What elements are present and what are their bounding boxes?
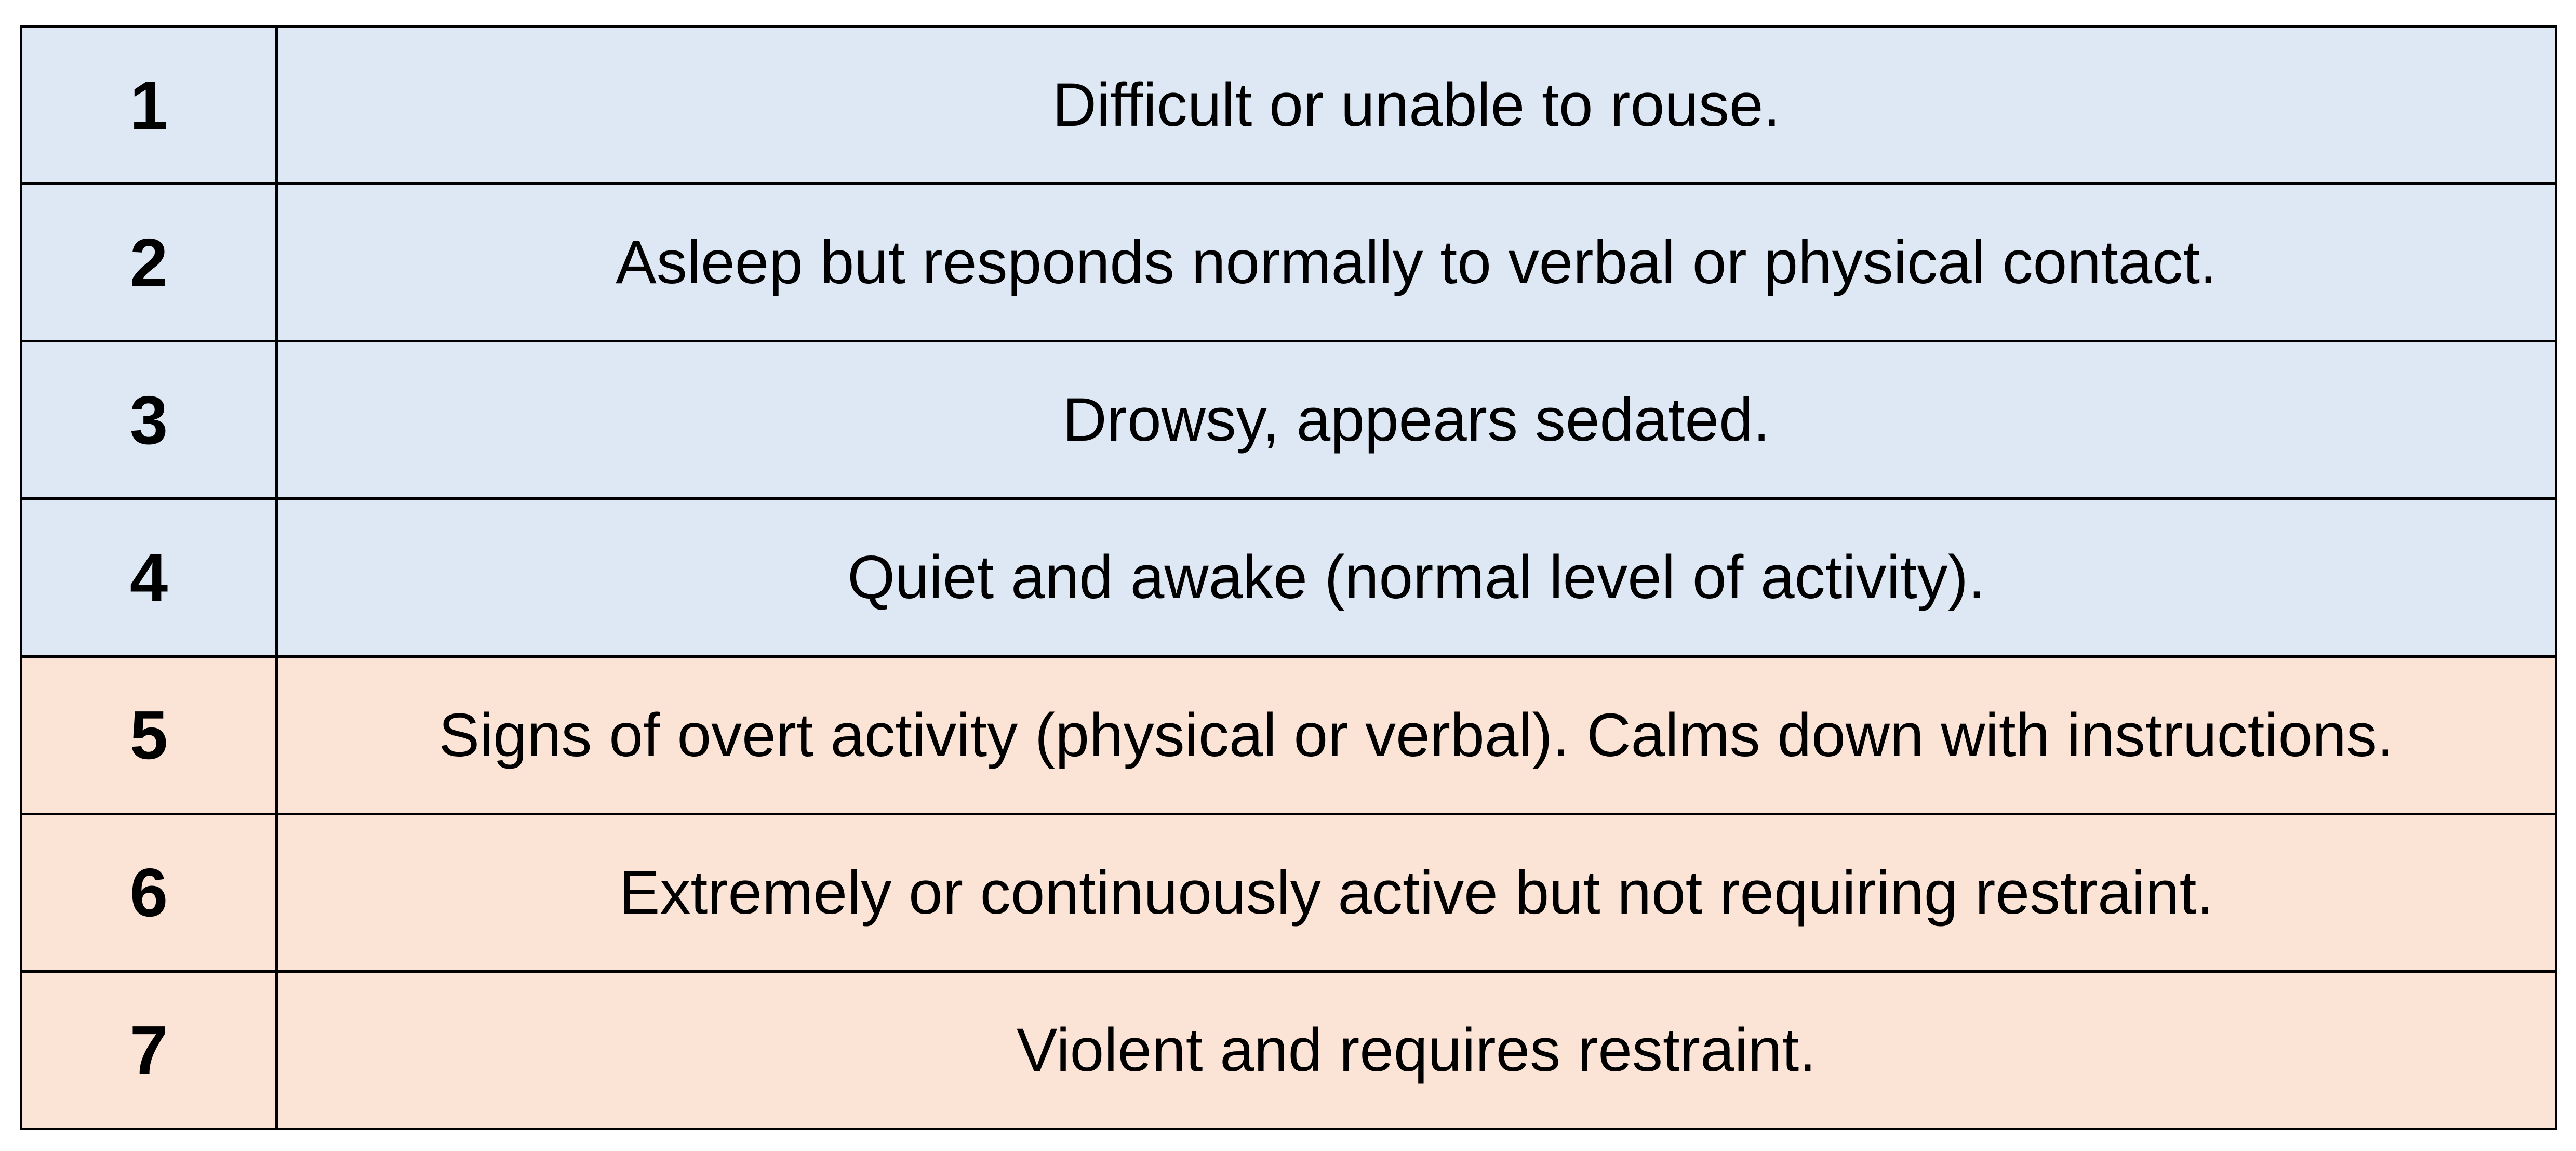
description-cell: Difficult or unable to rouse. bbox=[277, 27, 2556, 184]
score-cell: 3 bbox=[21, 341, 277, 499]
table-row bbox=[21, 184, 2556, 341]
table-row bbox=[21, 814, 2556, 971]
score-cell: 4 bbox=[21, 499, 277, 656]
sedation-scale-table bbox=[20, 25, 2557, 1130]
table-row bbox=[21, 341, 2556, 499]
score-cell: 6 bbox=[21, 814, 277, 971]
table-row bbox=[21, 971, 2556, 1129]
description-cell: Violent and requires restraint. bbox=[277, 971, 2556, 1129]
description-cell: Extremely or continuously active but not requiring restraint. bbox=[277, 814, 2556, 971]
score-cell: 2 bbox=[21, 184, 277, 341]
table-row bbox=[21, 656, 2556, 814]
description-cell: Quiet and awake (normal level of activity). bbox=[277, 499, 2556, 656]
score-cell: 5 bbox=[21, 656, 277, 814]
table-row bbox=[21, 27, 2556, 184]
description-cell: Signs of overt activity (physical or verbal). Calms down with instructions. bbox=[277, 656, 2556, 814]
description-cell: Drowsy, appears sedated. bbox=[277, 341, 2556, 499]
score-cell: 1 bbox=[21, 27, 277, 184]
description-cell: Asleep but responds normally to verbal or physical contact. bbox=[277, 184, 2556, 341]
table-row bbox=[21, 499, 2556, 656]
score-cell: 7 bbox=[21, 971, 277, 1129]
